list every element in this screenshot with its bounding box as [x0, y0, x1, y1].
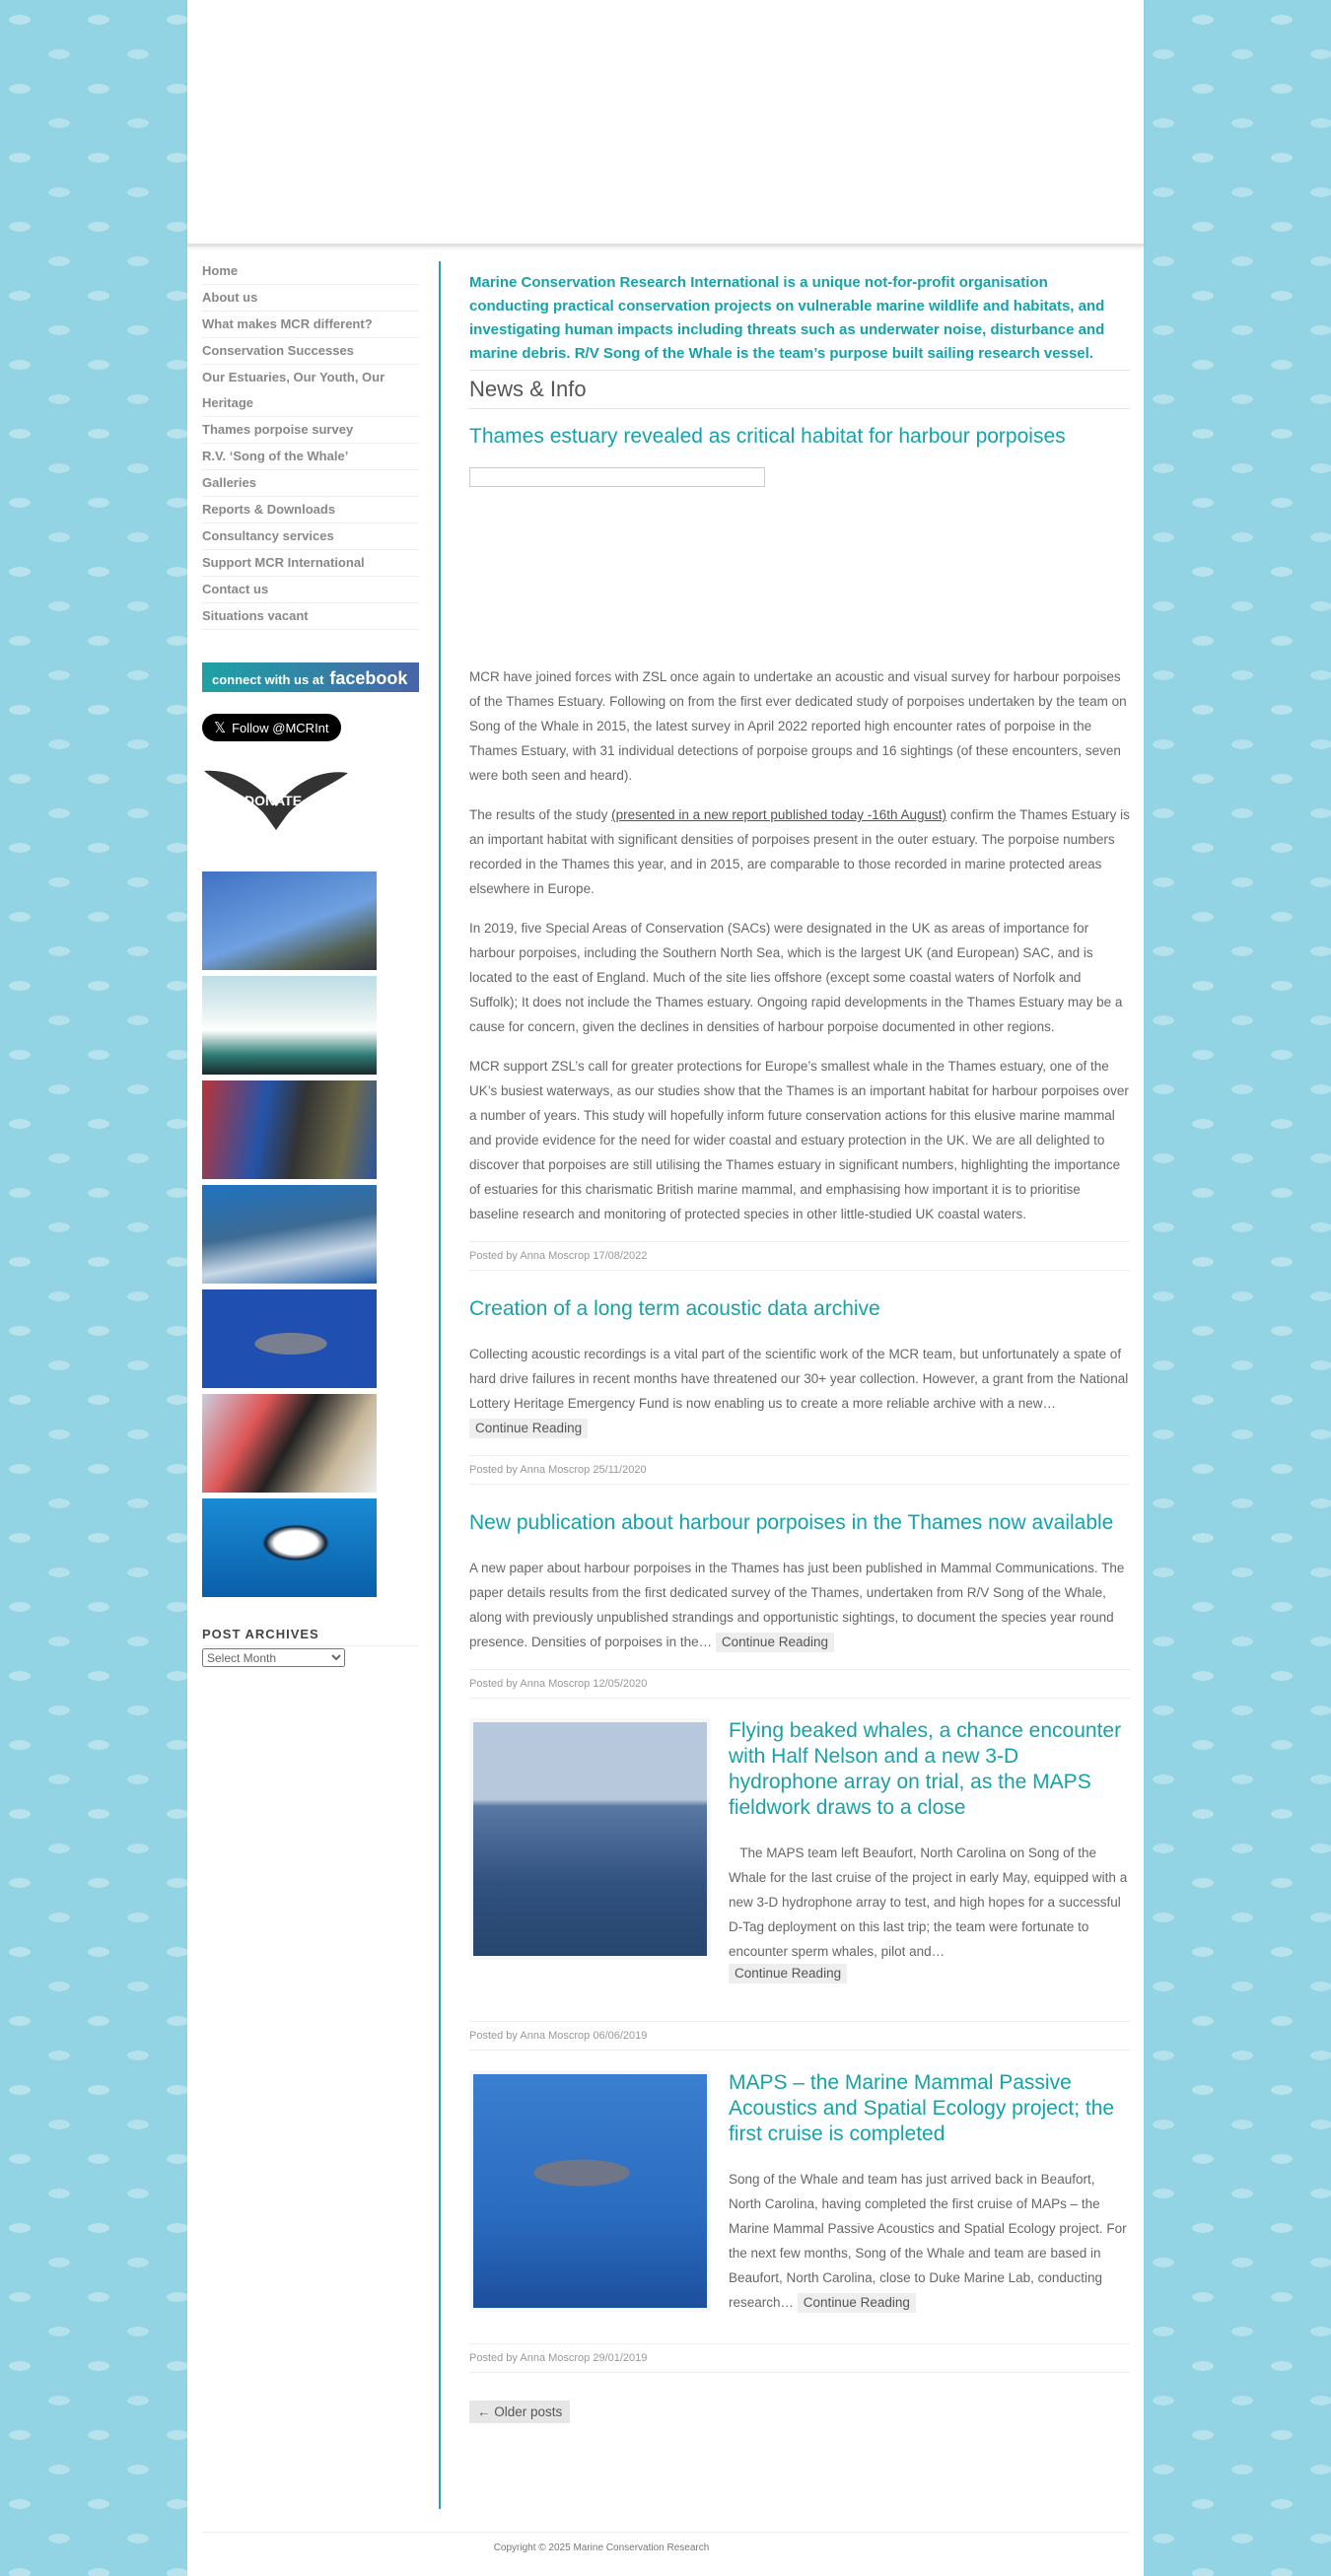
- post-paragraph: The results of the study (presented in a new report published today -16th August) confirm the Thames Estuary is an important habitat with significant densities of porpoises present in the outer estuary. The porpoise numbers recorded in the Thames this year, and in 2015, are comparable to those recorded in marine protected areas elsewhere in Europe.: [469, 807, 1130, 896]
- nav-estuaries[interactable]: Our Estuaries, Our Youth, Our Heritage: [202, 365, 419, 417]
- post-flying-beaked-whales: [469, 1718, 1130, 2051]
- sidebar-divider: [439, 261, 441, 2509]
- thumb-gannet[interactable]: [202, 976, 377, 1075]
- older-posts-button[interactable]: ← Older posts: [469, 2401, 570, 2423]
- post-maps-first-cruise: [469, 2070, 1130, 2373]
- post-new-publication: [469, 1510, 1130, 1699]
- post-thames-estuary: [469, 424, 1130, 1271]
- post-paragraph: MCR support ZSL’s call for greater protections for Europe’s smallest whale in the Thames estuary, one of the UK’s busiest waterways, as our studies show that the Thames is an important habitat for harbour porpoises over a number of years. This study will hopefully inform future conservation actions for this elusive marine mammal and provide evidence for the need for wider coastal and estuary protection in the UK. We are all delighted to discover that porpoises are still utilising the Thames estuary in significant numbers, highlighting the importance of estuaries for this charismatic British marine mammal, and emphasising how important it is to prioritise baseline research and monitoring of protected species in other little-studied UK coastal waters.: [469, 1059, 1129, 1221]
- nav-contact[interactable]: Contact us: [202, 577, 419, 603]
- thumb-whale-tail[interactable]: [202, 1185, 377, 1284]
- sidebar: [202, 258, 419, 1667]
- facebook-button[interactable]: [202, 662, 419, 692]
- main-nav: [202, 258, 419, 630]
- page: [187, 0, 1144, 2576]
- post-meta: Posted by Anna Moscrop 12/05/2020: [469, 1669, 1130, 1699]
- post-title[interactable]: Thames estuary revealed as critical habitat for harbour porpoises: [469, 425, 1066, 448]
- post-title[interactable]: Flying beaked whales, a chance encounter with Half Nelson and a new 3-D hydrophone array on trial, as the MAPS fieldwork draws to a close: [729, 1719, 1122, 1819]
- main-content: [469, 271, 1130, 2423]
- footer: [202, 2532, 1129, 2553]
- post-meta: Posted by Anna Moscrop 25/11/2020: [469, 1455, 1130, 1485]
- post-meta: Posted by Anna Moscrop 17/08/2022: [469, 1241, 1130, 1271]
- post-paragraph: In 2019, five Special Areas of Conservation (SACs) were designated in the UK as areas of importance for harbour porpoises, including the Southern North Sea, which is the largest UK (and European) SAC, and is located to the east of England. Much of the site lies offshore (except some coastal waters of Norfolk and Suffolk); It does not include the Thames estuary. Ongoing rapid developments in the Thames Estuary may be a cause for concern, given the declines in densities of harbour porpoise documented in other regions.: [469, 921, 1123, 1034]
- x-logo-icon: 𝕏: [214, 720, 227, 736]
- thumb-dolphin[interactable]: [202, 1289, 377, 1388]
- post-excerpt: Collecting acoustic recordings is a vital part of the scientific work of the MCR team, but unfortunately a spate of hard drive failures in recent months have threatened our 30+ year collection. However, a grant from the National Lottery Heritage Emergency Fund is now enabling us to create a more reliable archive with a new… Continue Reading: [469, 1342, 1130, 1440]
- post-title[interactable]: Creation of a long term acoustic data archive: [469, 1297, 880, 1320]
- post-meta: Posted by Anna Moscrop 29/01/2019: [469, 2343, 1130, 2373]
- post-thumbnail-leaping-dolphins[interactable]: [469, 1718, 711, 1960]
- facebook-label: connect with us at: [212, 672, 324, 687]
- continue-reading-button[interactable]: Continue Reading: [469, 1419, 588, 1438]
- copyright: Copyright © 2025 Marine Conservation Research: [493, 2542, 710, 2553]
- post-meta: Posted by Anna Moscrop 06/06/2019: [469, 2021, 1130, 2051]
- nav-galleries[interactable]: Galleries: [202, 470, 419, 497]
- post-excerpt: Song of the Whale and team has just arrived back in Beaufort, North Carolina, having completed the first cruise of MAPs – the Marine Mammal Passive Acoustics and Spatial Ecology project. For the next few months, Song of the Whale and team are based in Beaufort, North Carolina, close to Duke Marine Lab, conducting research… Continue Reading: [729, 2167, 1130, 2315]
- continue-reading-button[interactable]: Continue Reading: [798, 2293, 916, 2313]
- thumb-flag[interactable]: [202, 871, 377, 970]
- news-heading: News & Info: [469, 371, 1130, 409]
- thumb-helm[interactable]: [202, 1394, 377, 1493]
- nav-vacancies[interactable]: Situations vacant: [202, 603, 419, 630]
- archive-month-select[interactable]: [202, 1648, 345, 1667]
- header-banner: [187, 0, 1144, 246]
- nav-different[interactable]: What makes MCR different?: [202, 312, 419, 338]
- nav-support[interactable]: Support MCR International: [202, 550, 419, 577]
- intro-text: Marine Conservation Research International is a unique not-for-profit organisation conducting practical conservation projects on vulnerable marine wildlife and habitats, and investigating human impacts including threats such as underwater noise, disturbance and marine debris. R/V Song of the Whale is the team’s purpose built sailing research vessel.: [469, 271, 1130, 371]
- thumb-crew[interactable]: [202, 1080, 377, 1179]
- donate-button[interactable]: [202, 767, 350, 832]
- broken-image-icon: [469, 467, 765, 487]
- post-paragraph: MCR have joined forces with ZSL once again to undertake an acoustic and visual survey for harbour porpoises of the Thames Estuary. Following on from the first ever dedicated study of porpoises undertaken by the team on Song of the Whale in 2015, the latest survey in April 2022 reported high encounter rates of porpoise in the Thames Estuary, with 31 individual detections of porpoise groups and 16 sightings (of these encounters, seven were both seen and heard).: [469, 669, 1127, 783]
- post-thumbnail-spotted-dolphin[interactable]: [469, 2070, 711, 2312]
- nav-thames-survey[interactable]: Thames porpoise survey: [202, 417, 419, 444]
- post-archives-heading: POST ARCHIVES: [202, 1627, 419, 1646]
- nav-reports[interactable]: Reports & Downloads: [202, 497, 419, 523]
- donate-label: DONATE: [245, 793, 303, 808]
- twitter-follow-button[interactable]: [202, 714, 341, 741]
- report-link[interactable]: (presented in a new report published today -16th August): [611, 807, 947, 822]
- nav-consultancy[interactable]: Consultancy services: [202, 523, 419, 550]
- post-title[interactable]: MAPS – the Marine Mammal Passive Acoustics and Spatial Ecology project; the first cruise is completed: [729, 2071, 1115, 2145]
- nav-home[interactable]: Home: [202, 258, 419, 285]
- nav-song-of-whale[interactable]: R.V. ‘Song of the Whale’: [202, 444, 419, 470]
- thumb-minke-whale[interactable]: [202, 1498, 377, 1597]
- nav-successes[interactable]: Conservation Successes: [202, 338, 419, 365]
- post-excerpt: The MAPS team left Beaufort, North Carolina on Song of the Whale for the last cruise of the project in early May, equipped with a new 3-D hydrophone array to test, and high hopes for a successful D-Tag deployment on this last trip; the team were fortunate to encounter sperm whales, pilot and…: [729, 1845, 1131, 1959]
- post-acoustic-archive: [469, 1296, 1130, 1485]
- post-title[interactable]: New publication about harbour porpoises in the Thames now available: [469, 1511, 1114, 1534]
- post-excerpt: A new paper about harbour porpoises in the Thames has just been published in Mammal Communications. The paper details results from the first dedicated survey of the Thames, undertaken from R/V Song of the Whale, along with previously unpublished strandings and opportunistic sightings, to document the species year round presence. Densities of porpoises in the… Continue Reading: [469, 1556, 1130, 1654]
- twitter-label: Follow @MCRInt: [232, 720, 329, 735]
- continue-reading-button[interactable]: Continue Reading: [729, 1964, 847, 1984]
- nav-about[interactable]: About us: [202, 285, 419, 312]
- gallery-thumbnails: [202, 871, 419, 1597]
- facebook-logo: facebook: [329, 668, 408, 688]
- continue-reading-button[interactable]: Continue Reading: [716, 1633, 834, 1652]
